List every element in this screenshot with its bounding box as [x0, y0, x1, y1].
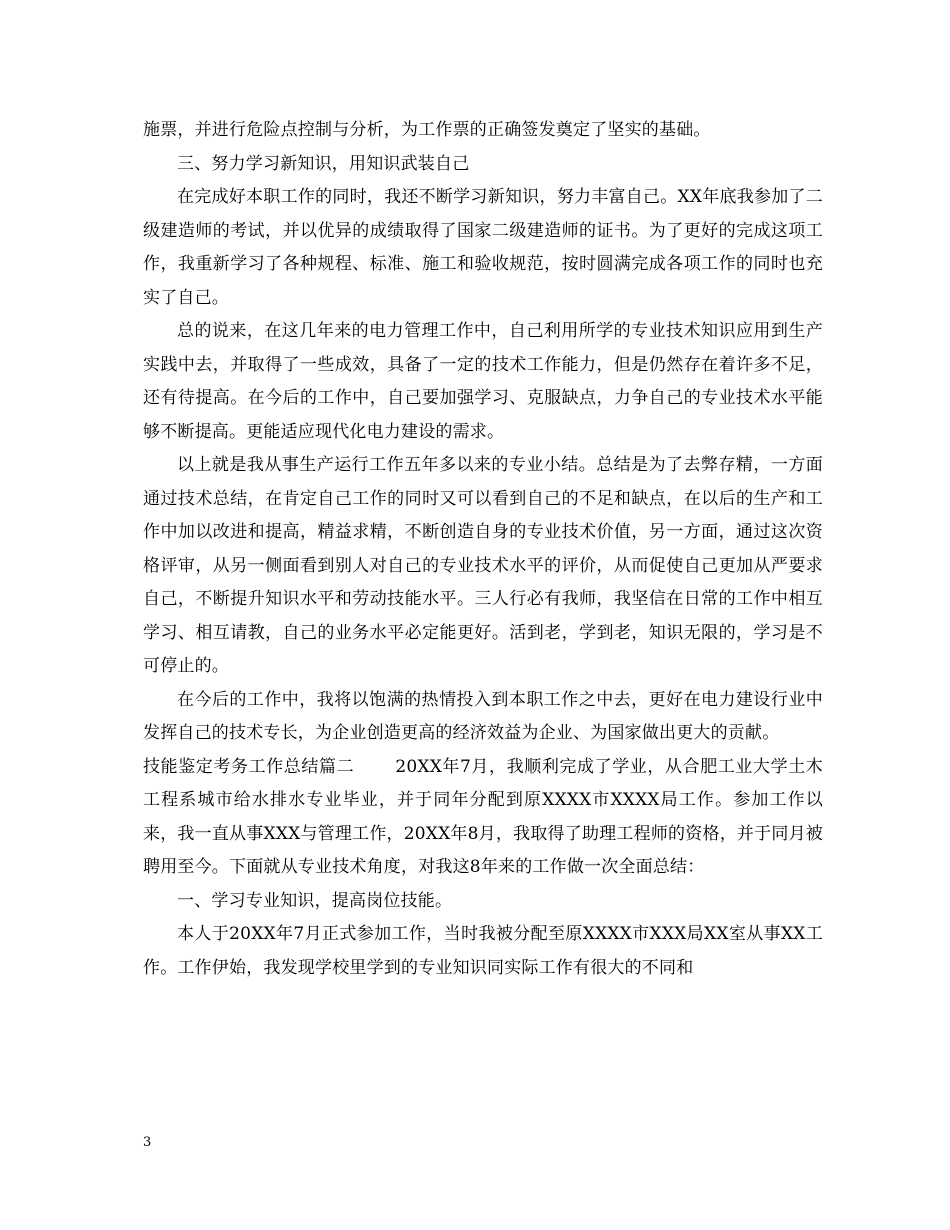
page-number: 3	[143, 1135, 152, 1150]
paragraph-6: 技能鉴定考务工作总结篇二 20XX年7月，我顺利完成了学业，从合肥工业大学土木工程系城市给水排水专业毕业，并于同年分配到原XXXX市XXXX局工作。参加工作以来，我一直从事XXX与管理工作，20XX年8月，我取得了助理工程师的资格，并于同月被聘用至今。下面就从专业技术角度，对我这8年来的工作做一次全面总结：	[143, 756, 823, 877]
paragraph-2: 在完成好本职工作的同时，我还不断学习新知识，努力丰富自己。XX年底我参加了二级建造师的考试，并以优异的成绩取得了国家二级建造师的证书。为了更好的完成这项工作，我重新学习了各种规程、标准、施工和验收规范，按时圆满完成各项工作的同时也充实了自己。	[143, 187, 823, 308]
paragraph-7: 本人于20XX年7月正式参加工作，当时我被分配至原XXXX市XXX局XX室从事XX工作。工作伊始，我发现学校里学到的专业知识同实际工作有很大的不同和	[143, 924, 823, 978]
section-heading-1: 一、学习专业知识，提高岗位技能。	[177, 890, 453, 911]
paragraph-1: 施票，并进行危险点控制与分析，为工作票的正确签发奠定了坚实的基础。	[143, 120, 711, 140]
section-heading-3: 三、努力学习新知识，用知识武装自己	[177, 153, 470, 174]
paragraph-4: 以上就是我从事生产运行工作五年多以来的专业小结。总结是为了去弊存精，一方面通过技术总结，在肯定自己工作的同时又可以看到自己的不足和缺点，在以后的生产和工作中加以改进和提高，精益求精，不断创造自身的专业技术价值，另一方面，通过这次资格评审，从另一侧面看到别人对自己的专业技术水平的评价，从而促使自己更加从严要求自己，不断提升知识水平和劳动技能水平。三人行必有我师，我坚信在日常的工作中相互学习、相互请教，自己的业务水平必定能更好。活到老，学到老，知识无限的，学习是不可停止的。	[143, 455, 823, 676]
paragraph-5: 在今后的工作中，我将以饱满的热情投入到本职工作之中去，更好在电力建设行业中发挥自己的技术专长，为企业创造更高的经济效益为企业、为国家做出更大的贡献。	[143, 689, 823, 743]
document-body	[143, 114, 823, 985]
paragraph-3: 总的说来，在这几年来的电力管理工作中，自己利用所学的专业技术知识应用到生产实践中去，并取得了一些成效，具备了一定的技术工作能力，但是仍然存在着许多不足，还有待提高。在今后的工作中，自己要加强学习、克服缺点，力争自己的专业技术水平能够不断提高。更能适应现代化电力建设的需求。	[143, 321, 823, 442]
